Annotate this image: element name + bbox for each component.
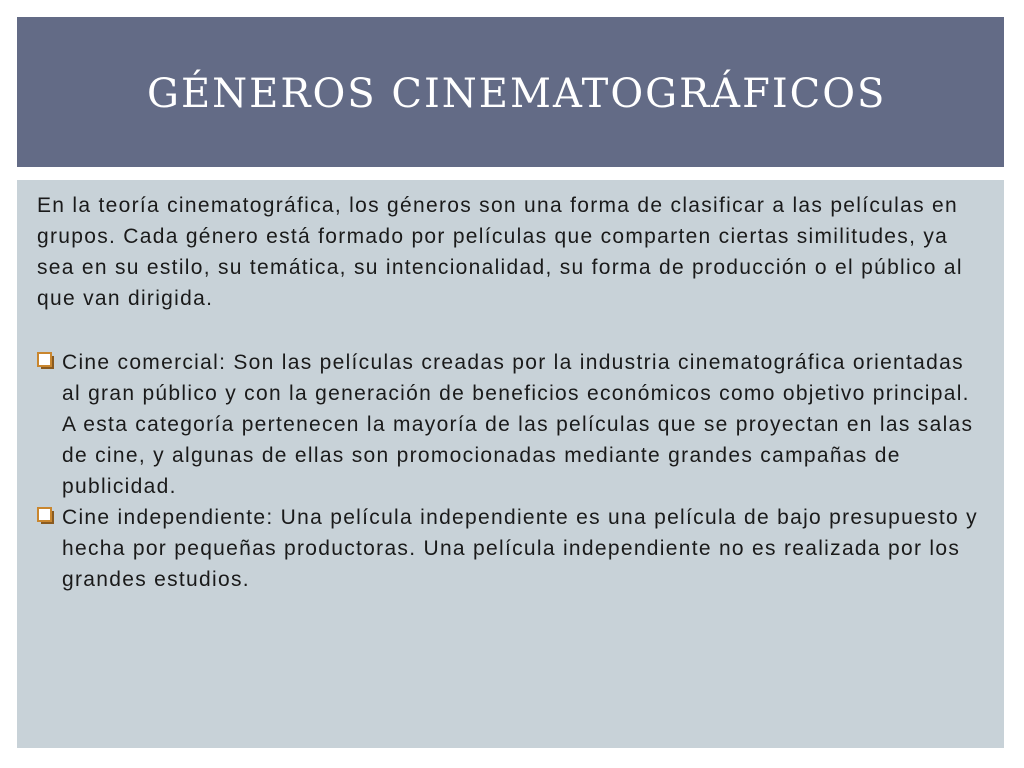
bullet-text: Cine comercial: Son las películas creadas por la industria cinematográfica orientadas al gran público y con la generación de beneficios económicos como objetivo principal. A esta categoría pertenecen la mayoría de las películas que se proyectan en las salas de cine, y algunas de ellas son promocionadas mediante grandes campañas de publicidad. (62, 351, 974, 498)
intro-paragraph: En la teoría cinematográfica, los géneros son una forma de clasificar a las películas en grupos. Cada género está formado por películas que comparten ciertas similitudes, ya sea en su estilo, su temática, su intencionalidad, su forma de producción o el público al que van dirigida. (37, 194, 963, 310)
bullet-item-commercial (37, 347, 986, 502)
checkbox-square-icon (37, 352, 55, 370)
title-bar (17, 17, 1004, 167)
content-panel (17, 180, 1004, 748)
checkbox-square-icon (37, 507, 55, 525)
bullet-item-independent (37, 502, 986, 595)
slide-title: GÉNEROS CINEMATOGRÁFICOS (147, 71, 887, 117)
bullet-text: Cine independiente: Una película independiente es una película de bajo presupuesto y hecha por pequeñas productoras. Una película independiente no es realizada por los grandes estudios. (62, 506, 978, 591)
